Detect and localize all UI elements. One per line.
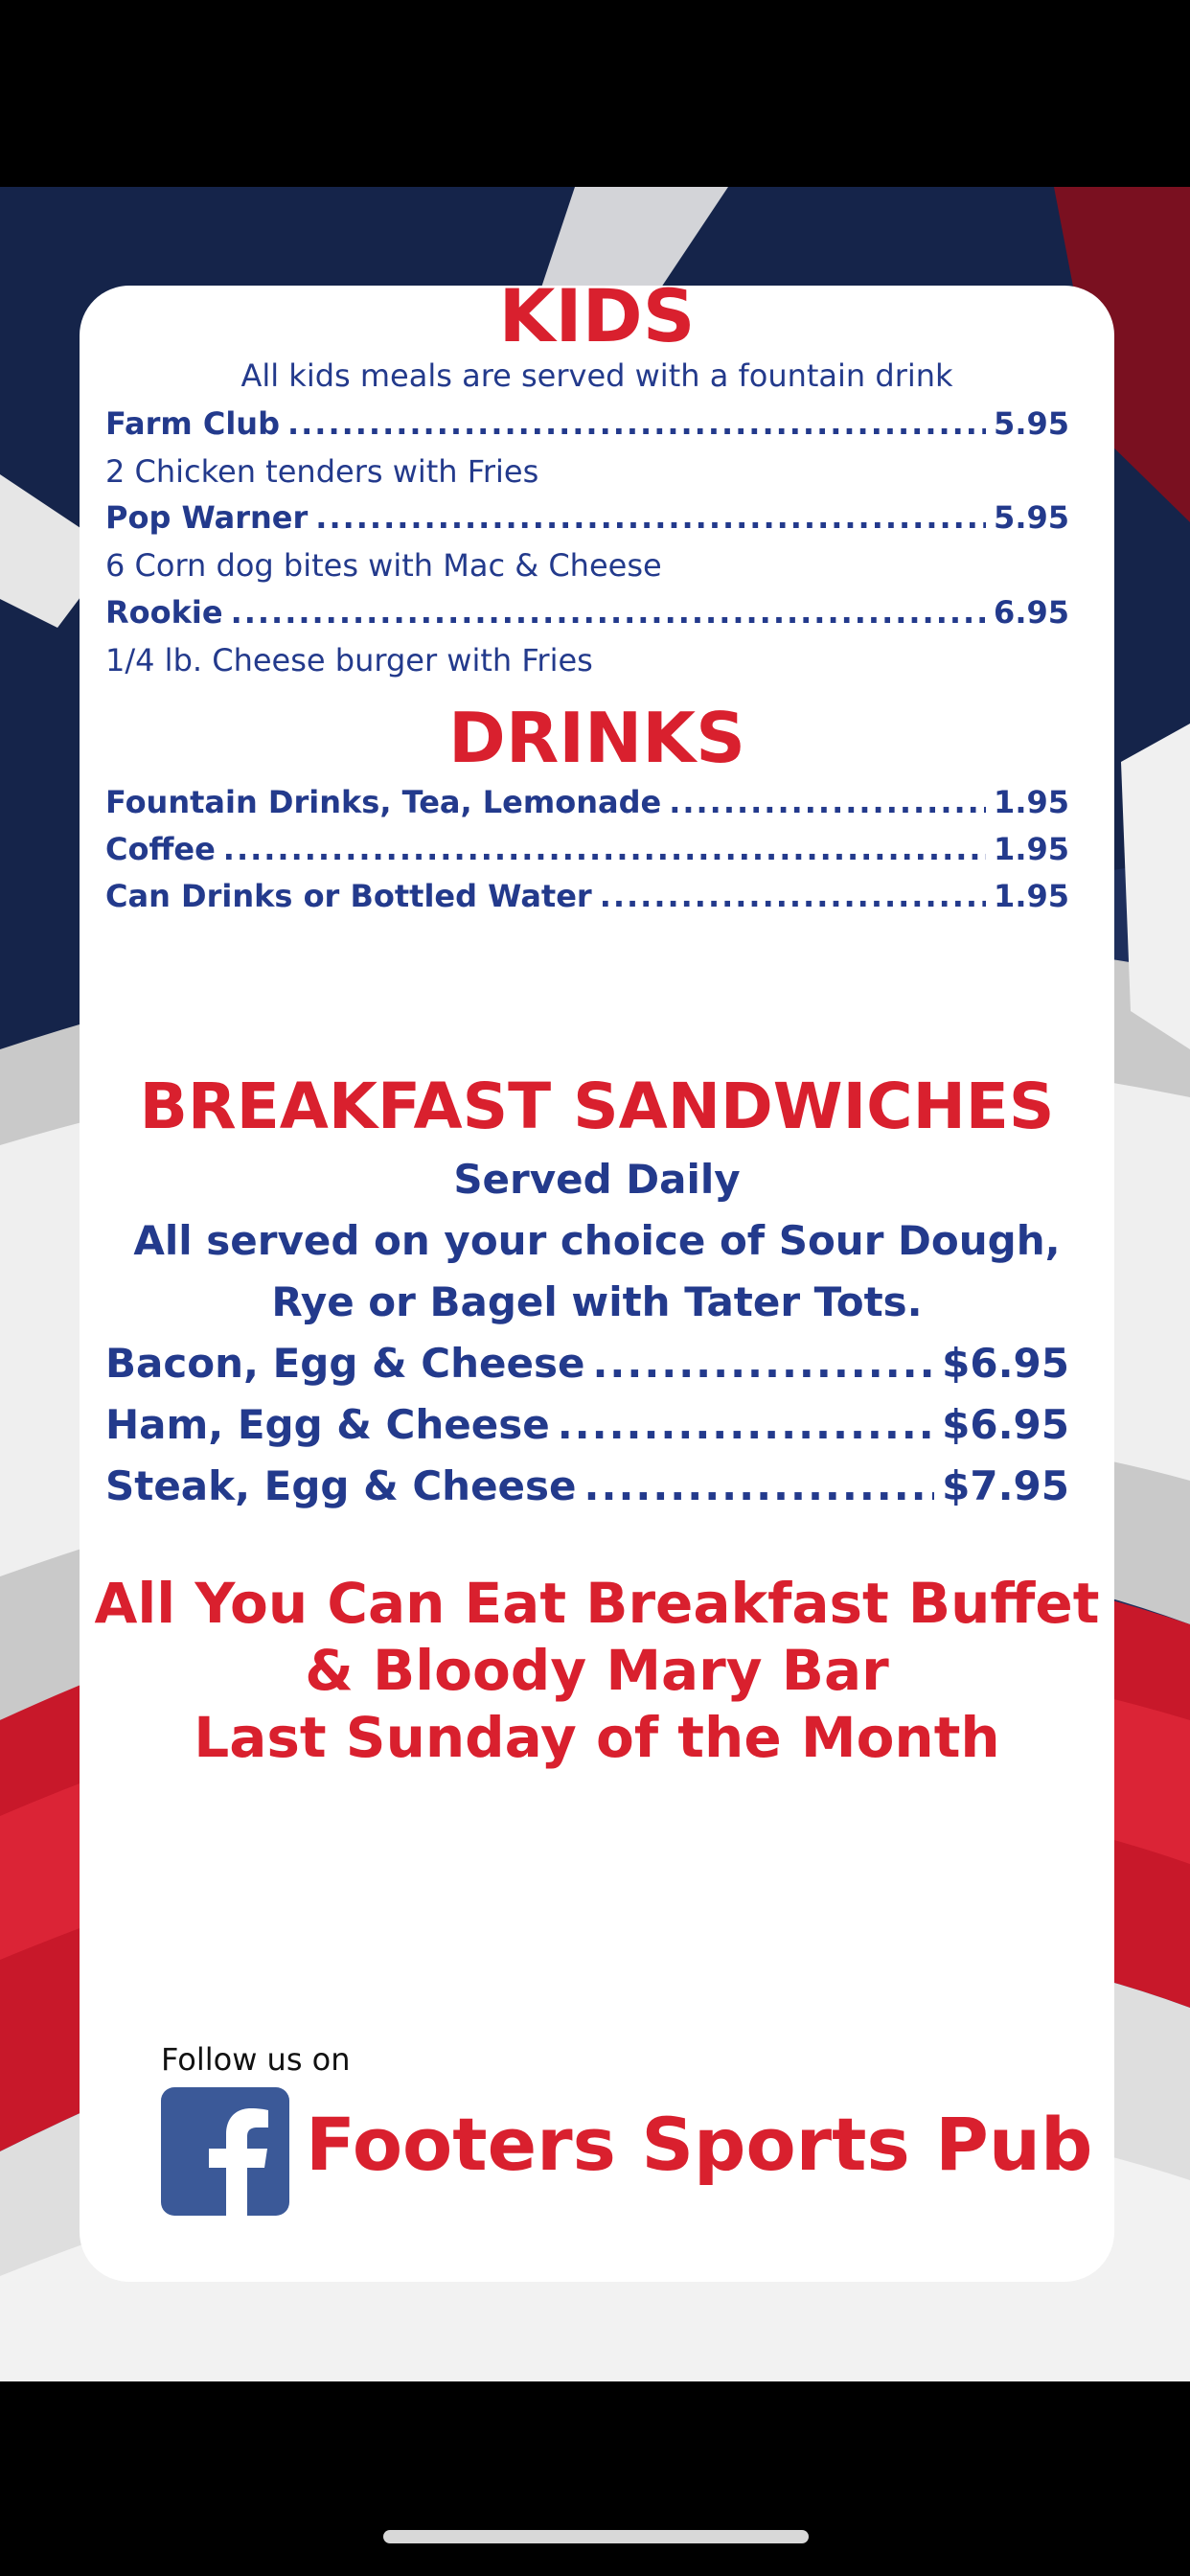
item-name: Ham, Egg & Cheese	[105, 1401, 550, 1448]
menu-item-ham-egg-cheese	[105, 1401, 1069, 1448]
kids-title: KIDS	[498, 286, 696, 358]
item-name: Fountain Drinks, Tea, Lemonade	[105, 784, 662, 820]
promo-line2: & Bloody Mary Bar	[305, 1638, 889, 1703]
item-name: Rookie	[105, 594, 223, 631]
item-name: Steak, Egg & Cheese	[105, 1462, 577, 1509]
breakfast-subtitle: Served Daily	[453, 1156, 741, 1203]
item-name: Coffee	[105, 831, 216, 867]
item-price: 5.95	[994, 405, 1069, 442]
promo-line3: Last Sunday of the Month	[194, 1705, 1000, 1770]
item-name: Bacon, Egg & Cheese	[105, 1340, 585, 1387]
menu-item-pop-warner	[105, 499, 1069, 536]
promo-line1: All You Can Eat Breakfast Buffet	[94, 1571, 1100, 1636]
breakfast-note-line2: Rye or Bagel with Tater Tots.	[271, 1278, 923, 1325]
item-description: 2 Chicken tenders with Fries	[105, 453, 539, 490]
item-description: 6 Corn dog bites with Mac & Cheese	[105, 547, 662, 584]
item-name: Pop Warner	[105, 499, 309, 536]
leader-dots	[315, 502, 986, 533]
menu-item-can-drinks	[105, 878, 1069, 914]
kids-subtitle: All kids meals are served with a fountain drink	[240, 357, 953, 394]
drinks-title: DRINKS	[448, 698, 745, 778]
item-price: $6.95	[942, 1340, 1069, 1387]
item-price: $7.95	[942, 1462, 1069, 1509]
bottom-black-bar	[0, 2381, 1190, 2576]
item-price: 6.95	[994, 594, 1069, 631]
leader-dots	[584, 1466, 935, 1506]
facebook-icon[interactable]	[161, 2087, 289, 2216]
breakfast-note-line1: All served on your choice of Sour Dough,	[133, 1217, 1061, 1264]
item-name: Farm Club	[105, 405, 280, 442]
breakfast-title: BREAKFAST SANDWICHES	[139, 1070, 1055, 1143]
top-black-bar	[0, 0, 1190, 187]
item-name: Can Drinks or Bottled Water	[105, 878, 592, 914]
item-price: 1.95	[994, 878, 1069, 914]
menu-item-farm-club	[105, 405, 1069, 442]
menu-item-rookie	[105, 594, 1069, 631]
leader-dots	[231, 597, 986, 628]
leader-dots	[287, 408, 986, 439]
leader-dots	[592, 1344, 934, 1384]
facebook-page-name[interactable]: Footers Sports Pub	[306, 2102, 1093, 2187]
item-price: 1.95	[994, 831, 1069, 867]
item-price: 5.95	[994, 499, 1069, 536]
leader-dots	[600, 881, 986, 911]
menu-item-fountain-drinks	[105, 784, 1069, 820]
leader-dots	[558, 1405, 934, 1445]
menu-card	[80, 286, 1114, 2282]
menu-item-bacon-egg-cheese	[105, 1340, 1069, 1387]
menu-item-coffee	[105, 831, 1069, 867]
menu-item-steak-egg-cheese	[105, 1462, 1069, 1509]
item-price: 1.95	[994, 784, 1069, 820]
leader-dots	[223, 834, 986, 864]
home-indicator[interactable]	[383, 2530, 809, 2543]
item-price: $6.95	[942, 1401, 1069, 1448]
follow-us-label: Follow us on	[161, 2041, 351, 2078]
leader-dots	[669, 787, 986, 817]
item-description: 1/4 lb. Cheese burger with Fries	[105, 642, 593, 678]
